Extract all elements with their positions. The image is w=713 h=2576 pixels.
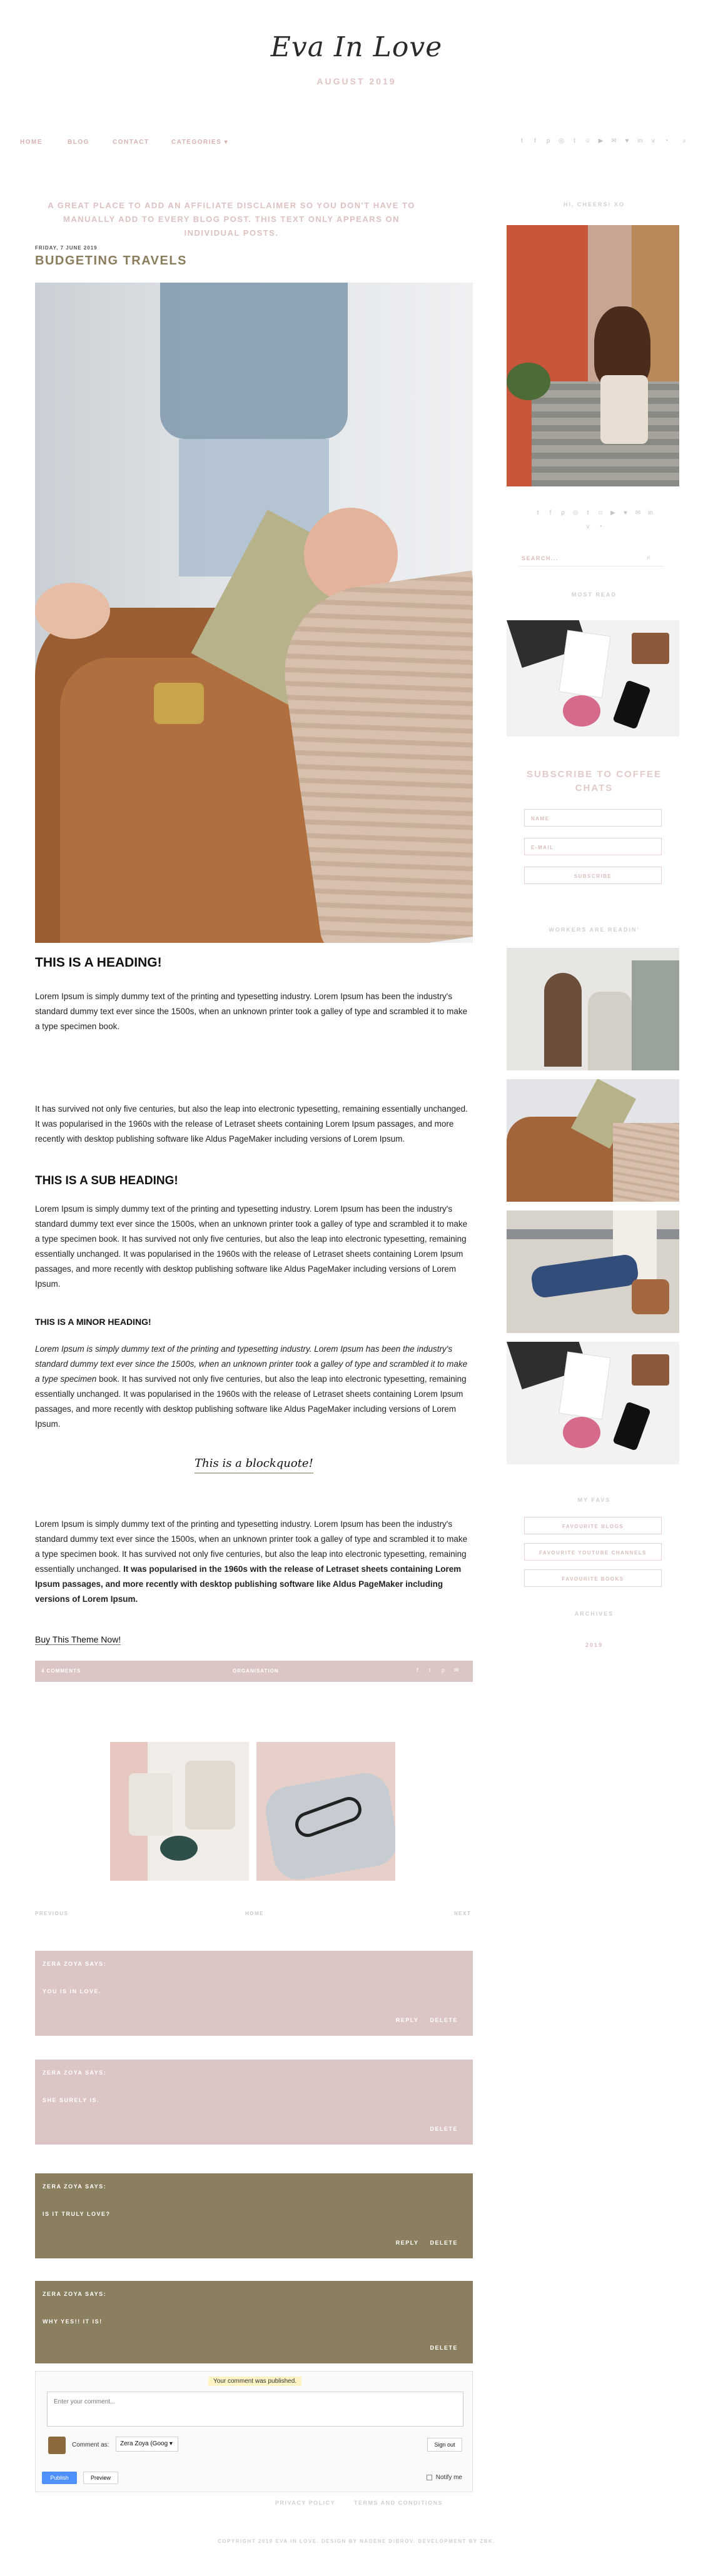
sidebar-post-thumbnail[interactable]: [507, 1342, 679, 1464]
avatar: [48, 2437, 66, 2454]
nav-item-home[interactable]: HOME: [20, 139, 43, 146]
instagram-icon[interactable]: ◎: [559, 138, 564, 144]
comment-text: IS IT TRULY LOVE?: [43, 2211, 111, 2217]
rss-icon[interactable]: ◔: [598, 523, 603, 530]
snapchat-icon[interactable]: ☺: [597, 510, 604, 516]
post-heading: THIS IS A HEADING!: [35, 955, 162, 970]
archives-label: ARCHIVES: [574, 1611, 614, 1617]
nav-social-icons: [518, 138, 688, 144]
favourite-blogs-button[interactable]: FAVOURITE BLOGS: [524, 1517, 662, 1534]
email-field[interactable]: E-MAIL: [524, 838, 662, 855]
workers-reading-label: WORKERS ARE READIN': [549, 927, 640, 933]
post-paragraph: Lorem Ipsum is simply dummy text of the printing and typesetting industry. Lorem Ipsum has been the industry's standard dummy text ever since the 1500s, when an unknown printer took a galley of type and scrambled it to make a type specimen book.: [35, 992, 468, 1031]
affiliate-disclaimer: A GREAT PLACE TO ADD AN AFFILIATE DISCLAIMER SO YOU DON'T HAVE TO MANUALLY ADD TO EVERY BLOG POST. THIS TEXT ONLY APPEARS ON INDIVIDUAL POSTS.: [48, 201, 415, 238]
delete-button[interactable]: DELETE: [430, 2240, 458, 2246]
post-footer-bar: [35, 1661, 473, 1682]
comment: [35, 2060, 473, 2145]
snapchat-icon[interactable]: ☺: [584, 138, 591, 144]
pinterest-icon[interactable]: p: [442, 1667, 445, 1673]
sidebar-post-thumbnail[interactable]: [507, 948, 679, 1070]
post-italic-text: Lorem Ipsum is simply dummy text of the printing and typesetting industry. Lorem Ipsum has been the industry's standard dummy text ever since the 1500s, when an unknown printer took a galley of type and scrambled it to make a type specimen: [35, 1344, 468, 1384]
rss-icon[interactable]: ◔: [664, 138, 669, 144]
comment-author[interactable]: ZERA ZOYA SAYS:: [43, 2291, 107, 2297]
share-icons: [417, 1667, 460, 1673]
preview-button[interactable]: Preview: [83, 2472, 118, 2484]
post-subheading: THIS IS A SUB HEADING!: [35, 1174, 178, 1187]
sidebar-hi-label: HI, CHEERS! XO: [563, 201, 625, 208]
facebook-icon[interactable]: f: [549, 510, 552, 516]
sign-out-button[interactable]: Sign out: [427, 2438, 462, 2452]
tumblr-icon[interactable]: t: [587, 510, 589, 516]
sidebar-profile-photo: [507, 225, 679, 486]
pinterest-icon[interactable]: p: [561, 510, 565, 516]
favourite-youtube-button[interactable]: FAVOURITE YOUTUBE CHANNELS: [524, 1543, 662, 1561]
sidebar-search[interactable]: [519, 553, 663, 566]
sidebar-post-thumbnail[interactable]: [507, 1079, 679, 1202]
twitter-icon[interactable]: t: [521, 138, 523, 144]
post-minor-heading: THIS IS A MINOR HEADING!: [35, 1317, 151, 1327]
reply-button[interactable]: REPLY: [395, 2017, 419, 2023]
site-title[interactable]: Eva In Love: [270, 31, 443, 63]
facebook-icon[interactable]: f: [417, 1667, 418, 1673]
comment-author[interactable]: ZERA ZOYA SAYS:: [43, 2183, 107, 2190]
post-bold-text: It was popularised in the 1960s with the release of Letraset sheets containing Lorem Ipsum passages, and more recently with desktop publishing software like Aldus PageMaker including versions of Lorem Ipsum.: [35, 1564, 462, 1604]
post-paragraph: [35, 1342, 473, 1432]
buy-theme-link[interactable]: Buy This Theme Now!: [35, 1634, 121, 1644]
site-subtitle: AUGUST 2019: [316, 76, 397, 86]
my-favs-label: MY FAVS: [577, 1497, 611, 1503]
comment-text: SHE SURELY IS.: [43, 2097, 100, 2103]
archive-year-link[interactable]: 2019: [585, 1642, 604, 1648]
bloglovin-icon[interactable]: ♥: [624, 510, 627, 516]
email-icon[interactable]: ✉: [611, 138, 617, 144]
instagram-icon[interactable]: ◎: [572, 510, 579, 516]
delete-button[interactable]: DELETE: [430, 2017, 458, 2023]
comment-text: WHY YES!! IT IS!: [43, 2318, 103, 2325]
comment-author[interactable]: ZERA ZOYA SAYS:: [43, 2070, 107, 2076]
nav-item-blog[interactable]: BLOG: [68, 139, 89, 146]
publish-button[interactable]: Publish: [42, 2472, 77, 2484]
comment-text: YOU IS IN LOVE.: [43, 1988, 102, 1995]
privacy-policy-link[interactable]: PRIVACY POLICY: [275, 2500, 336, 2506]
facebook-icon[interactable]: f: [534, 138, 536, 144]
nav-item-categories[interactable]: CATEGORIES ▾: [171, 139, 229, 146]
comment: [35, 1951, 473, 2036]
terms-link[interactable]: TERMS AND CONDITIONS: [354, 2500, 443, 2506]
youtube-icon[interactable]: ▶: [610, 510, 615, 516]
notify-checkbox[interactable]: [427, 2475, 432, 2480]
pager-next[interactable]: NEXT: [454, 1911, 472, 1916]
twitter-icon[interactable]: t: [429, 1667, 431, 1673]
notify-me-option[interactable]: [427, 2474, 462, 2481]
email-icon[interactable]: ✉: [454, 1667, 459, 1673]
related-post-thumbnail[interactable]: [110, 1742, 249, 1881]
comment: [35, 2281, 473, 2363]
post-date: FRIDAY, 7 JUNE 2019: [35, 245, 98, 251]
delete-button[interactable]: DELETE: [430, 2345, 458, 2351]
post-category-link[interactable]: ORGANISATION: [233, 1668, 279, 1674]
comment-as-label: Comment as:: [72, 2442, 109, 2448]
vimeo-icon[interactable]: v: [652, 138, 655, 144]
post-paragraph: [35, 1517, 473, 1607]
copyright: COPYRIGHT 2019 EVA IN LOVE. DESIGN BY NADENE DIBROV. DEVELOPMENT BY ZBK.: [218, 2538, 495, 2544]
pinterest-icon[interactable]: p: [546, 138, 550, 144]
linkedin-icon[interactable]: in: [637, 138, 643, 144]
comment-author[interactable]: ZERA ZOYA SAYS:: [43, 1961, 107, 1967]
pager-home[interactable]: HOME: [245, 1911, 264, 1916]
post-blockquote: [35, 1457, 473, 1470]
post-paragraph: It has survived not only five centuries, but also the leap into electronic typesetting, remaining essentially unchanged. It was popularised in the 1960s with the release of Letraset sheets containing Lorem Ipsum passages, and more recently with desktop publishing software like Aldus PageMaker including versions of Lorem Ipsum.: [35, 1104, 468, 1144]
favourite-books-button[interactable]: FAVOURITE BOOKS: [524, 1569, 662, 1587]
most-read-image[interactable]: [507, 620, 679, 737]
twitter-icon[interactable]: t: [537, 510, 539, 516]
subscribe-button[interactable]: SUBSCRIBE: [524, 867, 662, 884]
subscribe-heading: SUBSCRIBE TO COFFEE CHATS: [526, 769, 662, 793]
search-input[interactable]: SEARCH...: [522, 555, 559, 561]
blockquote-text: This is a blockquote!: [195, 1457, 313, 1474]
search-icon[interactable]: ⌕: [682, 138, 687, 144]
related-post-thumbnail[interactable]: [256, 1742, 395, 1881]
post-text: book. It has survived not only five centuries, but also the leap into electronic typesetting, remaining essentially unchanged. It was popularised in the 1960s with the release of Letraset sheets containing Lorem Ipsum passages, and more recently with desktop publishing software like Aldus PageMaker including versions of Lorem Ipsum.: [35, 1374, 467, 1429]
reply-button[interactable]: REPLY: [395, 2240, 419, 2246]
comments-count-link[interactable]: 4 COMMENTS: [41, 1668, 81, 1674]
name-field[interactable]: NAME: [524, 809, 662, 827]
most-read-label: MOST READ: [572, 591, 617, 598]
post-hero-image: [35, 283, 473, 943]
sidebar-post-thumbnail[interactable]: [507, 1210, 679, 1333]
search-icon[interactable]: ⌕: [646, 554, 650, 561]
post-paragraph: Lorem Ipsum is simply dummy text of the printing and typesetting industry. Lorem Ipsum has been the industry's standard dummy text ever since the 1500s, when an unknown printer took a galley of type and scrambled it to make a type specimen book. It has survived not only five centuries, but also the leap into electronic typesetting, remaining essentially unchanged. It was popularised in the 1960s with the release of Letraset sheets containing Lorem Ipsum passages, and more recently with desktop publishing software like Aldus PageMaker including versions of Lorem Ipsum.: [35, 1204, 468, 1289]
comment: [35, 2173, 473, 2258]
main-nav: [0, 139, 713, 156]
pager-previous[interactable]: PREVIOUS: [35, 1911, 69, 1916]
comment-textarea[interactable]: Enter your comment...: [47, 2392, 463, 2427]
sidebar-social-icons: [507, 506, 682, 534]
bloglovin-icon[interactable]: ♥: [625, 138, 629, 144]
notify-label: Notify me: [435, 2474, 462, 2481]
tumblr-icon[interactable]: t: [574, 138, 575, 144]
nav-item-contact[interactable]: CONTACT: [113, 139, 149, 146]
post-title[interactable]: BUDGETING TRAVELS: [35, 254, 187, 268]
published-notice: Your comment was published.: [208, 2377, 301, 2386]
post-text: Lorem Ipsum is simply dummy text of the printing and typesetting industry. Lorem Ipsum has been the industry's standard dummy text ever since the 1500s, when an unknown printer took a galley of type and scrambled it to make a type specimen book. It has survived not only five centuries, but also the leap into electronic typesetting, remaining essentially unchanged.: [35, 1519, 468, 1574]
email-icon[interactable]: ✉: [635, 510, 641, 516]
comment-form: [35, 2371, 473, 2492]
youtube-icon[interactable]: ▶: [598, 138, 604, 144]
account-select[interactable]: Zera Zoya (Goog ▾: [116, 2437, 178, 2452]
delete-button[interactable]: DELETE: [430, 2126, 458, 2132]
vimeo-icon[interactable]: v: [586, 523, 590, 530]
linkedin-icon[interactable]: in: [648, 510, 653, 516]
